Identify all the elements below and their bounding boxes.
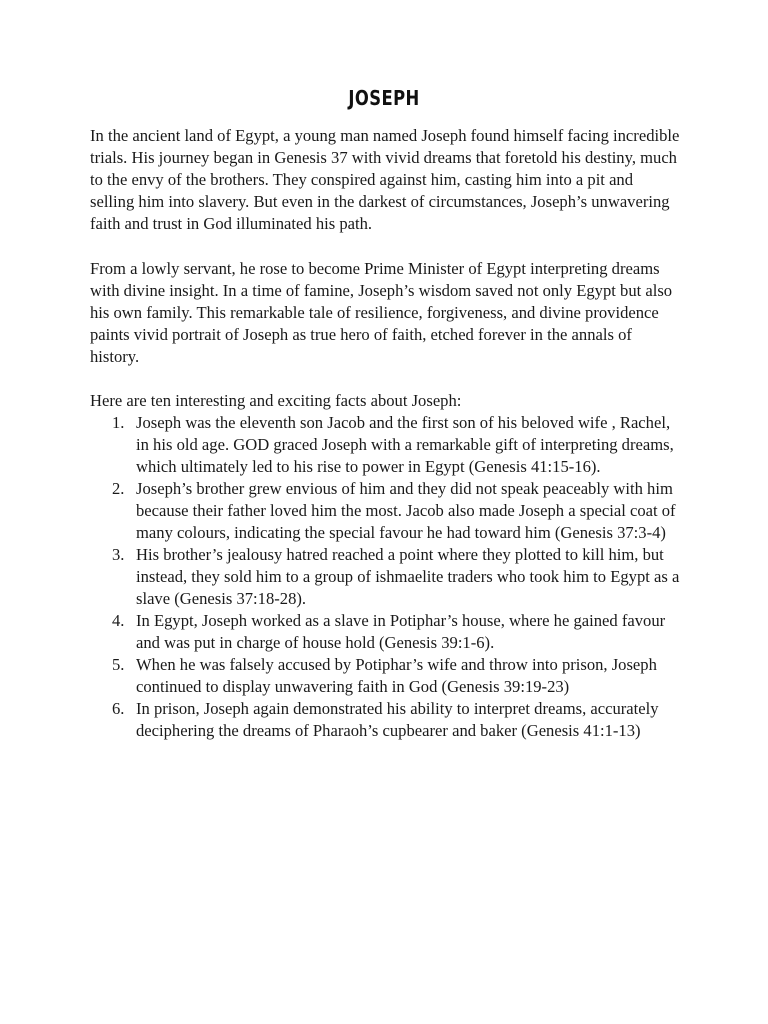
list-item	[90, 544, 685, 610]
paragraph-intro: In the ancient land of Egypt, a young man named Joseph found himself facing incredible trials. His journey began in Genesis 37 with vivid dreams that foretold his destiny, much to the envy of the brothers. They conspired against him, casting him into a pit and selling him into slavery. But even in the darkest of circumstances, Joseph’s unwavering faith and trust in God illuminated his path.	[90, 126, 680, 233]
document-title: JOSEPH	[348, 86, 420, 110]
list-item	[90, 610, 685, 654]
list-item	[90, 478, 685, 544]
facts-list	[90, 412, 685, 742]
list-item-number: 4.	[112, 611, 125, 630]
list-item-text: Joseph’s brother grew envious of him and they did not speak peaceably with him because their father loved him the most. Jacob also made Joseph a special coat of many colours, indicating the special favour he had toward him (Genesis 37:3-4)	[136, 479, 676, 542]
list-item-number: 3.	[112, 545, 125, 564]
paragraph-rise: From a lowly servant, he rose to become Prime Minister of Egypt interpreting dreams with divine insight. In a time of famine, Joseph’s wisdom saved not only Egypt but also his own family. This remarkable tale of resilience, forgiveness, and divine providence paints vivid portrait of Joseph as true hero of faith, etched forever in the annals of history.	[90, 259, 673, 366]
list-item-text: When he was falsely accused by Potiphar’s wife and throw into prison, Joseph continued to display unwavering faith in God (Genesis 39:19-23)	[136, 655, 657, 696]
list-item-number: 5.	[112, 655, 125, 674]
list-item-text: His brother’s jealousy hatred reached a point where they plotted to kill him, but instead, they sold him to a group of ishmaelite traders who took him to Egypt as a slave (Genesis 37:18-28).	[136, 545, 680, 608]
list-item	[90, 654, 685, 698]
list-item-number: 1.	[112, 413, 125, 432]
list-item-text: In prison, Joseph again demonstrated his ability to interpret dreams, accurately deciphering the dreams of Pharaoh’s cupbearer and baker (Genesis 41:1-13)	[136, 699, 659, 740]
facts-intro: Here are ten interesting and exciting facts about Joseph:	[90, 391, 462, 410]
list-item	[90, 412, 685, 478]
list-item-text: In Egypt, Joseph worked as a slave in Potiphar’s house, where he gained favour and was put in charge of house hold (Genesis 39:1-6).	[136, 611, 666, 652]
list-item	[90, 698, 685, 742]
list-item-number: 2.	[112, 479, 125, 498]
list-item-number: 6.	[112, 699, 125, 718]
list-item-text: Joseph was the eleventh son Jacob and the first son of his beloved wife , Rachel, in his old age. GOD graced Joseph with a remarkable gift of interpreting dreams, which ultimately led to his rise to power in Egypt (Genesis 41:15-16).	[136, 413, 674, 476]
